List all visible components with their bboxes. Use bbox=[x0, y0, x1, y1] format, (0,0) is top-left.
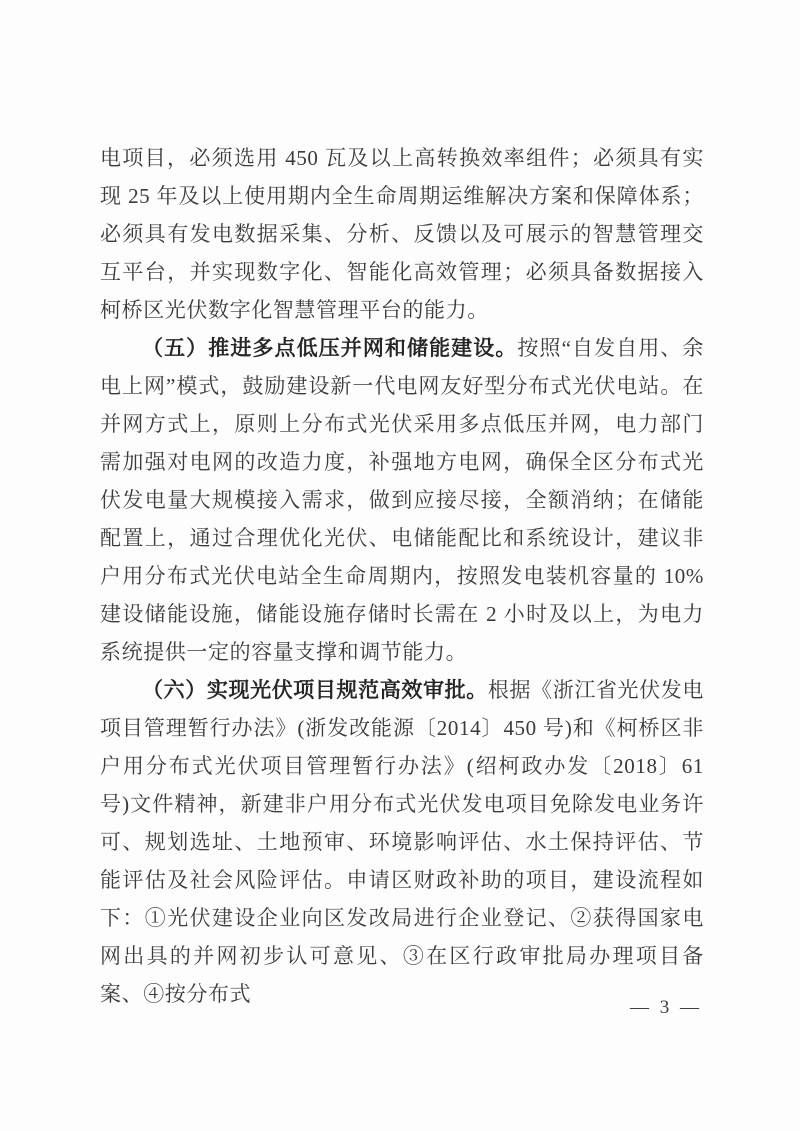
body-text bbox=[100, 139, 704, 1013]
paragraph-text: 按照“自发自用、余电上网”模式，鼓励建设新一代电网友好型分布式光伏电站。在并网方式上，原则上分布式光伏采用多点低压并网，电力部门需加强对电网的改造力度，补强地方电网，确保全区分布式光伏发电量大规模接入需求，做到应接尽接，全额消纳；在储能配置上，通过合理优化光伏、电储能配比和系统设计，建议非户用分布式光伏电站全生命周期内，按照发电装机容量的 10%建设储能设施，储能设施存储时长需在 2 小时及以上，为电力系统提供一定的容量支撑和调节能力。 bbox=[100, 336, 704, 664]
section-6-heading: （六）实现光伏项目规范高效审批。 bbox=[142, 678, 488, 702]
paragraph-text: 电项目，必须选用 450 瓦及以上高转换效率组件；必须具有实现 25 年及以上使用期内全生命周期运维解决方案和保障体系；必须具有发电数据采集、分析、反馈以及可展示的智慧管理交互平台，并实现数字化、智能化高效管理；必须具备数据接入柯桥区光伏数字化智慧管理平台的能力。 bbox=[100, 146, 704, 322]
section-5-heading: （五）推进多点低压并网和储能建设。 bbox=[142, 336, 518, 360]
paragraph-section-6 bbox=[100, 671, 704, 1013]
paragraph-text: 根据《浙江省光伏发电项目管理暂行办法》(浙发改能源〔2014〕450 号)和《柯桥区非户用分布式光伏项目管理暂行办法》(绍柯政办发〔2018〕61 号)文件精神，新建非户用分布式光伏发电项目免除发电业务许可、规划选址、土地预审、环境影响评估、水土保持评估、节能评估及社会风险评估。申请区财政补助的项目，建设流程如下：①光伏建设企业向区发改局进行企业登记、②获得国家电网出具的并网初步认可意见、③在区行政审批局办理项目备案、④按分布式 bbox=[100, 678, 704, 1006]
paragraph-section-5 bbox=[100, 329, 704, 671]
page-number: — 3 — bbox=[630, 997, 702, 1018]
paragraph-continuation bbox=[100, 139, 704, 329]
